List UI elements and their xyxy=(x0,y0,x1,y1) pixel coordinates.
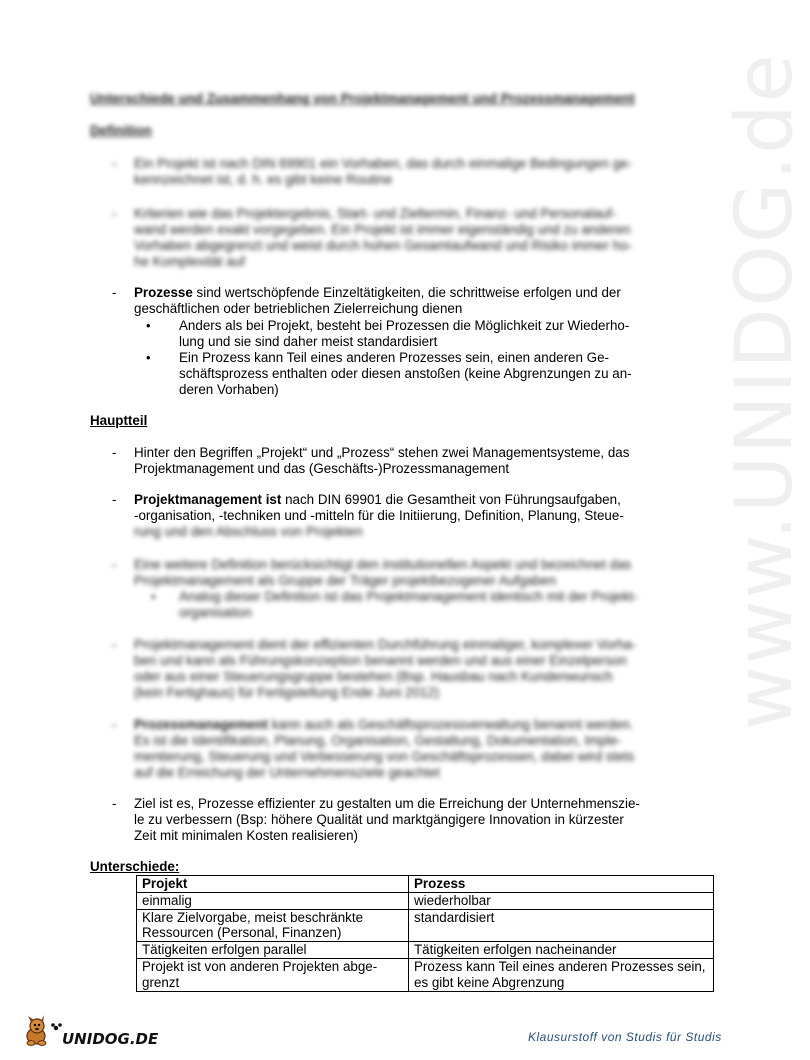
list-dash: - xyxy=(112,557,117,572)
list-dash: - xyxy=(112,206,117,221)
list-item-text: he Komplexität auf xyxy=(134,254,245,269)
table-cell: wiederholbar xyxy=(409,892,714,909)
list-item-text xyxy=(134,717,633,733)
table-cell: Tätigkeiten erfolgen parallel xyxy=(137,942,409,959)
list-item-text: le zu verbessern (Bsp: höhere Qualität und marktgängigere Innovation in kürzester xyxy=(134,812,624,827)
list-item-text: mentierung, Steuerung und Verbesserung von Geschäftsprozessen, dabei wird stets xyxy=(134,749,635,764)
table-row xyxy=(137,909,714,942)
section-unterschiede: Unterschiede: xyxy=(90,859,180,874)
list-dash: - xyxy=(112,796,117,811)
list-dash: - xyxy=(112,637,117,652)
table-header-cell: Prozess xyxy=(409,876,714,893)
list-item-text: Kriterien wie das Projektergebnis, Start- und Zieltermin, Finanz- und Personalauf- xyxy=(134,206,617,221)
list-item-text: Projektmanagement und das (Geschäfts-)Prozessmanagement xyxy=(134,461,510,476)
list-item-text: (kein Fertighaus) für Fertigstellung Ende Juni 2012) xyxy=(134,685,440,700)
comparison-table xyxy=(136,875,714,992)
list-item-text: Es ist die Identifikation, Planung, Organisation, Gestaltung, Dokumentation, Imple- xyxy=(134,733,622,748)
table-header-row xyxy=(137,876,714,893)
table-header-cell: Projekt xyxy=(137,876,409,893)
bullet-text: schäftsprozess enthalten oder diesen anstoßen (keine Abgrenzungen zu an- xyxy=(179,366,632,381)
bullet-text: organisation xyxy=(179,605,252,620)
list-dash: - xyxy=(112,492,117,507)
footer-slogan: Klausurstoff von Studis für Studis xyxy=(528,1030,722,1044)
bullet: • xyxy=(146,318,151,333)
text-segment: kann auch als Geschäftsprozessverwaltung benannt werden. xyxy=(267,717,634,732)
text-segment: sind wertschöpfende Einzeltätigkeiten, die schrittweise erfolgen und der xyxy=(192,285,621,300)
list-item-text: -organisation, -techniken und -mitteln für die Initiierung, Definition, Planung, Steue- xyxy=(134,508,624,523)
table-cell: Projekt ist von anderen Projekten abge-grenzt xyxy=(137,958,409,991)
bold-term: Prozessmanagement xyxy=(134,717,268,732)
list-item-text: Eine weitere Definition berücksichtigt den institutionellen Aspekt und bezeichnet das xyxy=(134,557,632,572)
table-cell: Prozess kann Teil eines anderen Prozesses sein, es gibt keine Abgrenzung xyxy=(409,958,714,991)
list-item-text: Vorhaben abgegrenzt und weist durch hohen Gesamtaufwand und Risiko immer ho- xyxy=(134,238,632,253)
bullet-text: deren Vorhaben) xyxy=(179,382,279,397)
list-item-text: ben und kann als Führungskonzeption benannt werden und aus einer Einzelperson xyxy=(134,653,627,668)
unidog-logo xyxy=(22,1014,162,1050)
section-hauptteil: Hauptteil xyxy=(90,413,148,428)
table-row xyxy=(137,942,714,959)
list-item-text xyxy=(134,285,621,301)
list-item-text: rung und den Abschluss von Projekten xyxy=(134,524,363,539)
table-row xyxy=(137,958,714,991)
list-dash: - xyxy=(112,156,117,171)
list-item-text: auf die Erreichung der Unternehmensziele geachtet xyxy=(134,765,440,780)
bullet: • xyxy=(146,350,151,365)
bullet-text: Ein Prozess kann Teil eines anderen Prozesses sein, einen anderen Ge- xyxy=(179,350,609,365)
list-dash: - xyxy=(112,445,117,460)
document-title: Unterschiede und Zusammenhang von Projektmanagement und Prozessmanagement xyxy=(90,91,635,106)
list-item-text: kennzeichnet ist, d. h. es gibt keine Routine xyxy=(134,172,393,187)
logo-text: UNIDOG.DE xyxy=(62,1030,159,1048)
list-item-text: Ein Projekt ist nach DIN 69901 ein Vorhaben, das durch einmalige Bedingungen ge- xyxy=(134,156,633,171)
bullet-text: Analog dieser Definition ist das Projektmanagement identisch mit der Projekt- xyxy=(179,589,638,604)
bullet-text: lung und sie sind daher meist standardisiert xyxy=(179,334,438,349)
list-item-text: Projektmanagement als Gruppe der Träger projektbezogener Aufgaben xyxy=(134,573,557,588)
bold-term: Projektmanagement ist xyxy=(134,492,282,507)
list-item-text: Zeit mit minimalen Kosten realisieren) xyxy=(134,828,358,843)
bullet-text: Anders als bei Projekt, besteht bei Prozessen die Möglichkeit zur Wiederho- xyxy=(179,318,630,333)
list-item-text xyxy=(134,492,621,508)
list-item-text: Ziel ist es, Prozesse effizienter zu gestalten um die Erreichung der Unternehmenszie- xyxy=(134,796,640,811)
list-item-text: Hinter den Begriffen „Projekt“ und „Prozess“ stehen zwei Managementsysteme, das xyxy=(134,445,630,460)
table-cell: standardisiert xyxy=(409,909,714,942)
list-dash: - xyxy=(112,717,117,732)
section-definition: Definition xyxy=(90,123,152,138)
text-segment: nach DIN 69901 die Gesamtheit von Führungsaufgaben, xyxy=(281,492,621,507)
watermark: www.UNIDOG.de xyxy=(720,52,810,730)
table-cell: einmalig xyxy=(137,892,409,909)
list-item-text: oder aus einer Steuerungsgruppe bestehen (Bsp. Hausbau nach Kundenwunsch xyxy=(134,669,613,684)
table-cell: Klare Zielvorgabe, meist beschränkte Ressourcen (Personal, Finanzen) xyxy=(137,909,409,942)
list-item-text: Projektmanagement dient der effizienten Durchführung einmaliger, komplexer Vorha- xyxy=(134,637,637,652)
list-item-text: wand werden exakt vorgegeben. Ein Projekt ist immer eigenständig und zu anderen xyxy=(134,222,631,237)
table-row xyxy=(137,892,714,909)
table-cell: Tätigkeiten erfolgen nacheinander xyxy=(409,942,714,959)
list-item-text: geschäftlichen oder betrieblichen Zielerreichung dienen xyxy=(134,301,463,316)
dog-logo-icon xyxy=(22,1014,162,1050)
bold-term: Prozesse xyxy=(134,285,193,300)
list-dash: - xyxy=(112,285,117,300)
bullet: • xyxy=(151,589,156,604)
